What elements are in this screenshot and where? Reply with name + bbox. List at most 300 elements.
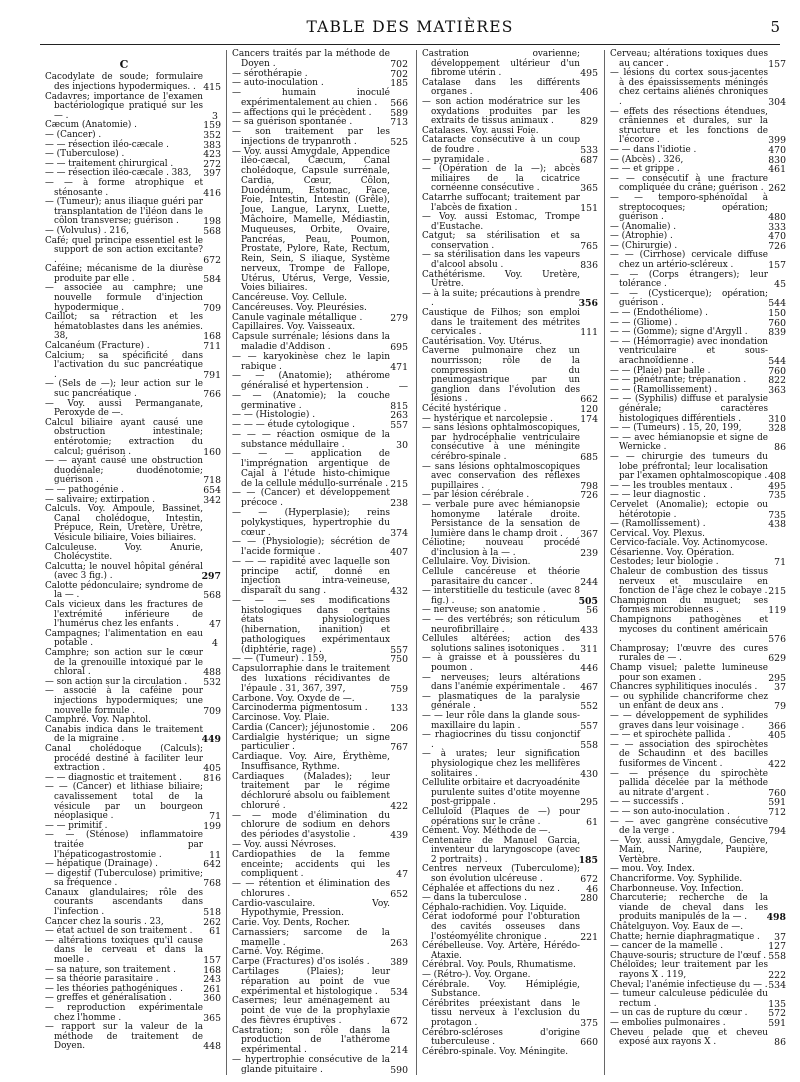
entry-text: Champignons pathogènes et mycoses du continent américain . bbox=[610, 615, 768, 645]
entry-text: — à urates; leur signification physiologique chez les mellifères solitaires . bbox=[422, 749, 580, 779]
entry-text: Champignon du muguet; ses formes microbiennes . bbox=[610, 595, 768, 616]
index-entry bbox=[232, 372, 408, 392]
index-entry bbox=[232, 128, 408, 148]
entry-text: — — les troubles mentaux . bbox=[610, 480, 733, 491]
entry-text: — plasmatiques de la paralysie générale . bbox=[422, 691, 580, 712]
entry-text: Cervico-faciale. Voy. Actinomycose. bbox=[610, 538, 768, 549]
entry-text: — — rétention et élimination des chlorures . bbox=[232, 879, 390, 899]
entry-page-number: 839 bbox=[768, 327, 786, 339]
entry-page-number: 150 bbox=[768, 308, 786, 320]
entry-text: — (Opération de la —); abcès miliaires de la cicatrice cornéenne consécutive . bbox=[422, 164, 580, 194]
entry-text: Capsule surrénale; lésions dans la maladie d'Addison . bbox=[232, 332, 390, 352]
entry-text: Cheveu pelade que et cheveu exposé aux rayons X . bbox=[610, 1027, 768, 1048]
index-entry bbox=[45, 313, 221, 342]
entry-page-number: 557 bbox=[580, 720, 598, 732]
index-entry bbox=[422, 865, 598, 884]
index-entry bbox=[610, 194, 786, 223]
entry-text: Carbone. Voy. Oxyde de —. bbox=[232, 693, 355, 704]
entry-text: Chaleur de combustion des tissus nerveux et musculaire en fonction de l'âge chez le cobaye . bbox=[610, 567, 768, 597]
entry-page-number: 652 bbox=[390, 888, 408, 900]
entry-page-number: 333 bbox=[768, 221, 786, 233]
entry-text: — sa guérison spontanée . bbox=[232, 117, 353, 128]
index-entry bbox=[45, 889, 221, 918]
index-entry bbox=[610, 338, 786, 367]
index-entry bbox=[232, 50, 408, 70]
index-entry bbox=[45, 687, 221, 716]
entry-text: — — (Anatomie); athérome généralisé et hypertension . bbox=[232, 371, 390, 392]
index-entry bbox=[232, 558, 408, 597]
entry-text: — — (Cysticerque); opération; guérison . bbox=[610, 288, 768, 309]
column-rule bbox=[416, 50, 417, 1075]
entry-text: — — chirurgie des tumeurs du lobe préfrontal; leur localisation par l'examen ophtalmoscopique . bbox=[610, 451, 768, 482]
entry-page-number: 760 bbox=[768, 787, 786, 799]
entry-page-number: 532 bbox=[203, 676, 221, 688]
entry-text: — — — réaction osmique de la substance médullaire . bbox=[232, 429, 390, 450]
entry-page-number: 244 bbox=[580, 576, 598, 588]
entry-page-number: 495 bbox=[768, 480, 786, 492]
entry-page-number: 157 bbox=[768, 260, 786, 272]
entry-text: Castration ovarienne; développement ultérieur d'un fibrome utérin . bbox=[422, 49, 580, 79]
entry-text: Calcul biliaire ayant causé une obstruction intestinale; entérotomie; extraction du calcul; guérison . bbox=[45, 417, 203, 457]
entry-page-number: 45 bbox=[774, 279, 786, 291]
index-entry bbox=[422, 654, 598, 673]
entry-text: — — — ses modifications histologiques dans certains états physiologiques (hibernation, inanition) et pathologiques expérimentaux (diphtérie, rage) . bbox=[232, 595, 390, 655]
index-entry bbox=[232, 812, 408, 841]
entry-text: — (Anomalie) . bbox=[610, 221, 677, 232]
index-entry bbox=[422, 424, 598, 462]
index-entry bbox=[610, 501, 786, 520]
entry-page-number: 304 bbox=[768, 96, 786, 108]
entry-page-number: 430 bbox=[580, 768, 598, 780]
entry-page-number: 111 bbox=[580, 327, 598, 339]
entry-page-number: 222 bbox=[768, 970, 786, 981]
entry-text: — — (Ramollissement) . bbox=[610, 384, 718, 395]
entry-page-number: 61 bbox=[586, 816, 598, 828]
entry-text: — Voy. aussi Amygdale, Appendice iléo-cæcal, Cæcum, Canal cholédoque, Capsule surrénale, Cardia, Cœur, Côlon, Duodénum, Estomac, Face, Foie, Intestin, Intestin (Grêle), Joue, Langue, Larynx, Luette, Mâchoire, Mamelle, Médiastin, Muqueuses, Orbite, Ovaire, Pancréas, Peau, Poumon, Prostate, Pylore, Rate, Rectum, Rein, Sein, S iliaque, Système nerveux, Trompe de Fallope, Utérus, Utérus, Verge, Vessie, Voies biliaires. bbox=[232, 146, 390, 294]
index-entry bbox=[422, 194, 598, 213]
index-entry bbox=[232, 929, 408, 949]
index-entry bbox=[422, 674, 598, 693]
entry-text: Cellule cancéreuse et théorie parasitaire du cancer . bbox=[422, 567, 580, 587]
index-entry bbox=[45, 563, 221, 582]
entry-page-number: 151 bbox=[580, 202, 598, 214]
index-entry bbox=[45, 831, 221, 860]
entry-page-number: 525 bbox=[390, 136, 408, 148]
index-entry bbox=[422, 98, 598, 127]
index-entry bbox=[610, 894, 786, 923]
entry-page-number: 157 bbox=[768, 58, 786, 70]
entry-page-number: 768 bbox=[203, 878, 221, 890]
entry-text: — — pénétrante; trépanation . bbox=[610, 375, 747, 386]
entry-page-number: 262 bbox=[768, 183, 786, 195]
entry-text: Cellules altérées; action des solutions salines isotoniques . bbox=[422, 634, 580, 654]
entry-text: — — (Endothéliome) . bbox=[610, 308, 708, 319]
index-entry bbox=[45, 505, 221, 543]
entry-page-number: 422 bbox=[390, 800, 408, 812]
entry-page-number: 46 bbox=[586, 883, 598, 895]
index-entry bbox=[232, 353, 408, 373]
entry-text: Casernes; leur aménagement au point de vue de la prophylaxie des fièvres éruptives . bbox=[232, 996, 390, 1026]
entry-page-number: 342 bbox=[203, 494, 221, 506]
entry-page-number: 816 bbox=[203, 772, 221, 784]
entry-page-number: 185 bbox=[578, 854, 598, 866]
index-entry bbox=[610, 1029, 786, 1048]
entry-text: — — et grippe . bbox=[610, 164, 680, 175]
index-entry bbox=[610, 693, 786, 712]
entry-text: — altérations toxiques qu'il cause dans le cerveau et dans la moelle . bbox=[45, 935, 203, 966]
entry-text: Caféine; mécanisme de la diurèse produite par elle . bbox=[45, 264, 203, 284]
entry-text: Caillot; sa rétraction et les hématoblastes dans les anémies. 38, bbox=[45, 312, 203, 342]
entry-text: — — à forme atrophique et sténosante . bbox=[45, 177, 203, 198]
entry-text: — — avec hémianopsie et signe de Wernicke . bbox=[610, 432, 768, 453]
entry-text: Châtelguyon. Voy. Eaux de —. bbox=[610, 922, 744, 933]
entry-page-number: 119 bbox=[768, 605, 786, 617]
page-title: TABLE DES MATIÈRES bbox=[306, 18, 514, 36]
entry-page-number: 750 bbox=[390, 654, 408, 666]
entry-page-number: 495 bbox=[580, 68, 598, 80]
entry-page-number: 584 bbox=[203, 273, 221, 285]
entry-page-number: 185 bbox=[390, 78, 408, 90]
entry-page-number: 695 bbox=[390, 341, 408, 353]
entry-text: — (Cancer) . bbox=[45, 129, 102, 140]
index-entry bbox=[610, 961, 786, 980]
entry-page-number: 221 bbox=[580, 931, 598, 943]
index-entry bbox=[232, 431, 408, 451]
entry-text: Castration; son rôle dans la production de l'athérome expérimental . bbox=[232, 1025, 390, 1056]
entry-text: Cervelet (Anomalie); ectopie ou hétérotopie . bbox=[610, 499, 768, 520]
entry-text: — sans lésions ophtalmoscopiques avec conservation des réflexes pupillaires . bbox=[422, 461, 580, 491]
index-entry bbox=[232, 851, 408, 880]
index-entry bbox=[45, 601, 221, 630]
entry-page-number: 174 bbox=[580, 413, 598, 425]
index-entry bbox=[422, 165, 598, 194]
index-entry bbox=[610, 434, 786, 453]
entry-page-number: 433 bbox=[580, 624, 598, 636]
entry-text: — — temporo-sphénoïdal à streptocoques; opération; guérison . bbox=[610, 192, 768, 223]
entry-text: Cautérisation. Voy. Utérus. bbox=[422, 336, 543, 347]
column-rule bbox=[604, 50, 605, 1075]
entry-text: — — et spirochète pallida . bbox=[610, 730, 731, 741]
index-entry bbox=[422, 837, 598, 866]
entry-text: — (Abcès) . 326, bbox=[610, 154, 684, 165]
entry-page-number: 432 bbox=[390, 586, 408, 598]
index-entry bbox=[610, 69, 786, 107]
entry-text: Cérébral. Voy. Pouls, Rhumatisme. bbox=[422, 960, 576, 971]
index-entry bbox=[232, 753, 408, 773]
entry-text: — — consécutif à une fracture compliquée du crâne; guérison . bbox=[610, 173, 768, 194]
index-entry bbox=[232, 1056, 408, 1076]
entry-page-number: 822 bbox=[768, 375, 786, 387]
index-entry bbox=[232, 1027, 408, 1056]
index-entry bbox=[45, 582, 221, 601]
entry-page-number: 86 bbox=[774, 1037, 786, 1049]
index-entry bbox=[610, 616, 786, 645]
entry-text: — — des vertébrés; son réticulum neurofibrillaire . bbox=[422, 615, 580, 635]
entry-text: Camphré. Voy. Naphtol. bbox=[45, 715, 151, 726]
entry-text: — hypertrophie consécutive de la glande pituitaire . bbox=[232, 1054, 390, 1075]
entry-page-number: 133 bbox=[390, 703, 408, 715]
entry-page-number: 11 bbox=[209, 849, 221, 861]
index-entry bbox=[422, 309, 598, 338]
entry-text: — — primitif . bbox=[45, 820, 108, 831]
entry-text: — digestif (Tuberculose) primitive; sa fréquence . bbox=[45, 868, 203, 889]
index-column-2 bbox=[232, 50, 408, 1075]
entry-text: — hépatique (Drainage) . bbox=[45, 859, 158, 870]
entry-page-number: 591 bbox=[768, 1017, 786, 1029]
entry-page-number: 295 bbox=[580, 797, 598, 809]
index-entry bbox=[45, 726, 221, 745]
index-entry bbox=[422, 779, 598, 808]
entry-text: — Voy. aussi Névroses. bbox=[232, 840, 337, 851]
entry-text: Catarrhe suffocant; traitement par l'abcès de fixation . bbox=[422, 192, 580, 213]
index-entry bbox=[422, 539, 598, 558]
entry-page-number: 215 bbox=[768, 586, 786, 598]
entry-text: — (Sels de —); leur action sur le suc pancréatique . bbox=[45, 379, 203, 399]
entry-page-number: 713 bbox=[390, 117, 408, 129]
index-entry bbox=[610, 818, 786, 837]
entry-page-number: 262 bbox=[203, 916, 221, 928]
index-entry bbox=[422, 587, 598, 606]
entry-page-number: 498 bbox=[766, 912, 786, 924]
index-entry bbox=[422, 731, 598, 750]
entry-text: Cestodes; leur biologie . bbox=[610, 557, 719, 568]
index-entry bbox=[45, 745, 221, 774]
entry-text: — ou syphilide chancriforme chez un enfant de deux ans . bbox=[610, 691, 768, 712]
entry-text: — par lésion cérébrale . bbox=[422, 490, 530, 501]
index-entry bbox=[422, 568, 598, 587]
index-entry bbox=[422, 808, 598, 827]
entry-text: — — résection iléo-cæcale . bbox=[45, 139, 169, 150]
index-entry bbox=[422, 50, 598, 79]
entry-text: — dans la tuberculose . bbox=[422, 893, 527, 904]
entry-text: — sa théorie parasitaire . bbox=[45, 974, 159, 985]
entry-page-number: 127 bbox=[768, 941, 786, 953]
index-entry bbox=[422, 693, 598, 712]
index-entry bbox=[45, 937, 221, 966]
entry-text: Cérébelleuse. Voy. Artère, Hérédo-Ataxie. bbox=[422, 941, 580, 961]
entry-page-number: 590 bbox=[390, 1064, 408, 1076]
page-number: 5 bbox=[770, 18, 780, 36]
entry-text: — greffes et généralisation . bbox=[45, 993, 172, 1004]
entry-text: — — (Hyperplasie); reins polykystiques, hypertrophie du cœur . bbox=[232, 507, 390, 538]
entry-text: — (Rétro-). Voy. Organe. bbox=[422, 970, 531, 980]
index-entry bbox=[610, 990, 786, 1009]
entry-page-number: 328 bbox=[768, 423, 786, 435]
entry-text: — — — application de l'imprégnation argentique de Cajal à l'étude histo-chimique de la cellule médullo-surrénale . bbox=[232, 449, 390, 489]
index-entry bbox=[610, 597, 786, 616]
entry-text: — état actuel de son traitement . bbox=[45, 926, 193, 937]
index-entry bbox=[232, 333, 408, 353]
entry-page-number: 687 bbox=[580, 154, 598, 166]
entry-text: — — présence du spirochète pallida décelée par la méthode au nitrate d'argent . bbox=[610, 768, 768, 798]
entry-text: Cataracte consécutive à un coup de foudre . bbox=[422, 135, 580, 155]
entry-text: — tumeur calculeuse pédiculée du rectum . bbox=[610, 989, 768, 1009]
entry-text: Cathétérisme. Voy. Uretère, Urètre. bbox=[422, 269, 580, 290]
index-entry bbox=[45, 1004, 221, 1023]
entry-text: Cancer chez la souris . 23, bbox=[45, 916, 164, 927]
entry-text: Calcanéum (Fracture) . bbox=[45, 341, 150, 352]
entry-page-number: 159 bbox=[203, 120, 221, 132]
entry-page-number: 533 bbox=[580, 144, 598, 156]
entry-page-number: 47 bbox=[396, 869, 408, 881]
entry-text: — (Ramollissement) . bbox=[610, 519, 706, 530]
entry-text: Carcinoderma pigmentosum . bbox=[232, 703, 368, 714]
entry-page-number: 794 bbox=[768, 826, 786, 838]
entry-page-number: 767 bbox=[390, 742, 408, 754]
entry-text: — — traitement chirurgical . bbox=[45, 158, 174, 169]
entry-page-number: 470 bbox=[768, 144, 786, 156]
entry-page-number: 71 bbox=[774, 557, 786, 569]
entry-page-number: 654 bbox=[203, 484, 221, 496]
entry-text: Césarienne. Voy. Opération. bbox=[610, 547, 735, 558]
entry-text: — — (Gliome) . bbox=[610, 317, 678, 328]
entry-text: Capsulorraphie dans le traitement des luxations récidivantes de l'épaule . 31, 367, 397, bbox=[232, 664, 390, 694]
entry-text: — humain inoculé expérimentalement au chien . bbox=[232, 88, 390, 108]
index-entry bbox=[45, 73, 221, 92]
index-entry bbox=[610, 741, 786, 770]
entry-text: — nerveuse; son anatomie . bbox=[422, 605, 546, 616]
index-column-4 bbox=[610, 50, 786, 1048]
entry-text: Cacodylate de soude; formulaire des injections hypodermiques. . bbox=[45, 72, 203, 92]
entry-page-number: 405 bbox=[203, 763, 221, 775]
index-entry bbox=[422, 136, 598, 155]
entry-text: Cancéreuses. Voy. Pleurésies. bbox=[232, 302, 367, 313]
entry-text: — — (Histologie) . bbox=[232, 410, 316, 421]
entry-text: Chatte; hernie diaphragmatique . bbox=[610, 931, 760, 942]
index-entry bbox=[610, 395, 786, 424]
entry-page-number: 406 bbox=[580, 87, 598, 99]
entry-text: — sérothérapie . bbox=[232, 68, 308, 79]
entry-page-number: 735 bbox=[768, 490, 786, 502]
entry-text: — associé à la caféine pour injections hypodermiques; une nouvelle formule . bbox=[45, 686, 203, 716]
index-entry: Cadavres; importance de l'examen bactériologique pratiqué sur les — . 3 bbox=[45, 91, 218, 122]
entry-text: — — (Tumeur) . 159, bbox=[232, 654, 328, 665]
index-entry bbox=[610, 453, 786, 482]
entry-page-number: 120 bbox=[580, 403, 598, 415]
index-entry bbox=[422, 232, 598, 251]
entry-text: Celluloïd (Plaques de —) pour opérations sur le crâne . bbox=[422, 806, 580, 827]
entry-page-number: 488 bbox=[203, 667, 221, 679]
entry-text: — — avec gangrène consécutive de la verge . bbox=[610, 816, 768, 837]
entry-page-number: 56 bbox=[586, 605, 598, 617]
index-entry bbox=[422, 1000, 598, 1029]
entry-text: Centres nerveux (Tuberculome); son évolution ulcéreuse . bbox=[422, 864, 580, 885]
entry-text: Cérat iodoformé pour l'obturation des cavités osseuses dans l'ostéomyélite chronique . bbox=[422, 912, 580, 942]
entry-text: — embolies pulmonaires . bbox=[610, 1017, 726, 1028]
entry-page-number: 568 bbox=[203, 225, 221, 237]
index-entry bbox=[45, 352, 221, 381]
entry-text: — (Chirurgie) . bbox=[610, 240, 678, 251]
index-entry bbox=[610, 712, 786, 731]
entry-text: Carpe (Fractures) d'os isolés . bbox=[232, 957, 370, 968]
index-entry bbox=[610, 251, 786, 270]
entry-text: Charbonneuse. Voy. Infection. bbox=[610, 883, 744, 894]
index-entry bbox=[610, 568, 786, 597]
entry-text: — — (Syphilis) diffuse et paralysie générale; caractères histologiques différentiels . bbox=[610, 394, 768, 424]
entry-page-number: 198 bbox=[203, 216, 221, 228]
entry-text: Cément. Voy. Méthode de —. bbox=[422, 826, 551, 837]
entry-text: — — dans l'idiotie . bbox=[610, 144, 697, 155]
index-entry bbox=[45, 284, 221, 313]
entry-text: — sa nature, son traitement . bbox=[45, 964, 176, 975]
entry-text: — — (Anatomie); la couche germinative . bbox=[232, 390, 390, 411]
index-entry bbox=[232, 734, 408, 754]
entry-page-number: 311 bbox=[580, 643, 598, 655]
page-header bbox=[40, 14, 780, 45]
entry-page-number: 760 bbox=[768, 365, 786, 377]
entry-page-number: 726 bbox=[580, 490, 598, 502]
entry-text: Caverne pulmonaire chez un nourrisson; rôle de la compression du pneumogastrique par un ganglion dans l'évolution des lésions . bbox=[422, 346, 580, 405]
entry-text: Chauve-souris; structure de l'œuf . bbox=[610, 950, 767, 961]
entry-text: — mou. Voy. Index. bbox=[610, 864, 695, 875]
entry-page-number: 239 bbox=[580, 547, 598, 559]
entry-text: — Voy. aussi Permanganate, Peroxyde de —. bbox=[45, 398, 203, 419]
index-entry bbox=[232, 665, 408, 694]
entry-text: Céphalée et affections du nez . bbox=[422, 883, 560, 894]
entry-text: — — (Cancer) et développement précoce . bbox=[232, 488, 390, 509]
index-entry bbox=[45, 419, 221, 457]
index-entry bbox=[232, 89, 408, 109]
entry-text: Caustique de Filhos; son emploi dans le traitement des métrites cervicales . bbox=[422, 308, 580, 338]
index-column-1 bbox=[45, 50, 221, 1052]
entry-text: Calculs. Voy. Ampoule, Bassinet, Canal cholédoque, Intestin, Prépuce, Rein, Uretère, Urètre, Vésicule biliaire, Voies biliaires. bbox=[45, 504, 203, 543]
index-entry bbox=[232, 392, 408, 412]
index-column-3 bbox=[422, 50, 598, 1057]
entry-text: — effets des résections étendues, crâniennes et durales, sur la structure et les fonctions de l'écorce . bbox=[610, 106, 768, 146]
entry-page-number: 310 bbox=[768, 413, 786, 425]
index-entry bbox=[45, 198, 221, 227]
index-entry bbox=[232, 597, 408, 656]
entry-text: — — ayant causé une obstruction duodénale; duodénotomie; guérison . bbox=[45, 456, 203, 486]
index-entry bbox=[422, 79, 598, 98]
index-entry bbox=[232, 997, 408, 1026]
entry-text: — — (Tumeurs) . 15, 20, 199, bbox=[610, 423, 742, 434]
entry-text: — rapport sur la valeur de la méthode de traitement de Doyen. bbox=[45, 1022, 203, 1052]
entry-page-number: 830 bbox=[768, 154, 786, 166]
entry-text: Catgut; sa stérilisation et sa conservation . bbox=[422, 231, 580, 251]
entry-text: Camphre; son action sur le cœur de la grenouille intoxiqué par le chloral . bbox=[45, 648, 203, 678]
index-entry bbox=[610, 50, 786, 69]
index-entry bbox=[610, 664, 786, 683]
entry-text: Centenaire de Manuel Garcia, inventeur du laryngoscope (avec 2 portraits) . bbox=[422, 835, 580, 865]
entry-text: Cartilages (Plaies); leur réparation au point de vue expérimental et histologique . bbox=[232, 966, 390, 997]
entry-page-number: 423 bbox=[203, 149, 221, 161]
entry-page-number: 47 bbox=[209, 619, 221, 631]
index-entry bbox=[422, 750, 598, 779]
entry-page-number: 356 bbox=[578, 298, 598, 310]
entry-text: Carcinose. Voy. Plaie. bbox=[232, 713, 330, 724]
entry-page-number: 672 bbox=[390, 1015, 408, 1027]
entry-text: Cancéreuse. Voy. Cellule. bbox=[232, 293, 348, 304]
entry-page-number: 685 bbox=[580, 451, 598, 463]
index-entry bbox=[422, 1048, 598, 1058]
entry-text: Cérébrale. Voy. Hémiplégie, Substance. bbox=[422, 979, 580, 1000]
entry-text: Cardiaque. Voy. Aire, Érythème, Insuffisance, Rythme. bbox=[232, 752, 390, 772]
entry-text: Cadavres; importance de l'examen bactériologique pratiqué sur les — . bbox=[45, 91, 203, 121]
entry-page-number: 243 bbox=[203, 974, 221, 986]
entry-page-number: 558 bbox=[768, 950, 786, 962]
entry-page-number: 206 bbox=[390, 722, 408, 734]
entry-page-number: 505 bbox=[578, 595, 598, 607]
entry-text: Canaux glandulaires; rôle des courants ascendants dans l'infection . bbox=[45, 887, 203, 918]
entry-text: — nerveuses; leurs altérations dans l'anémie expérimentale . bbox=[422, 672, 580, 693]
entry-page-number: 168 bbox=[203, 331, 221, 343]
entry-text: — — son auto-inoculation . bbox=[610, 806, 730, 817]
entry-text: Campagnes; l'alimentation en eau potable . bbox=[45, 628, 203, 649]
entry-page-number: 534 bbox=[768, 979, 786, 991]
entry-page-number: 534 bbox=[390, 986, 408, 998]
entry-text: — auto-inoculation . bbox=[232, 78, 324, 89]
